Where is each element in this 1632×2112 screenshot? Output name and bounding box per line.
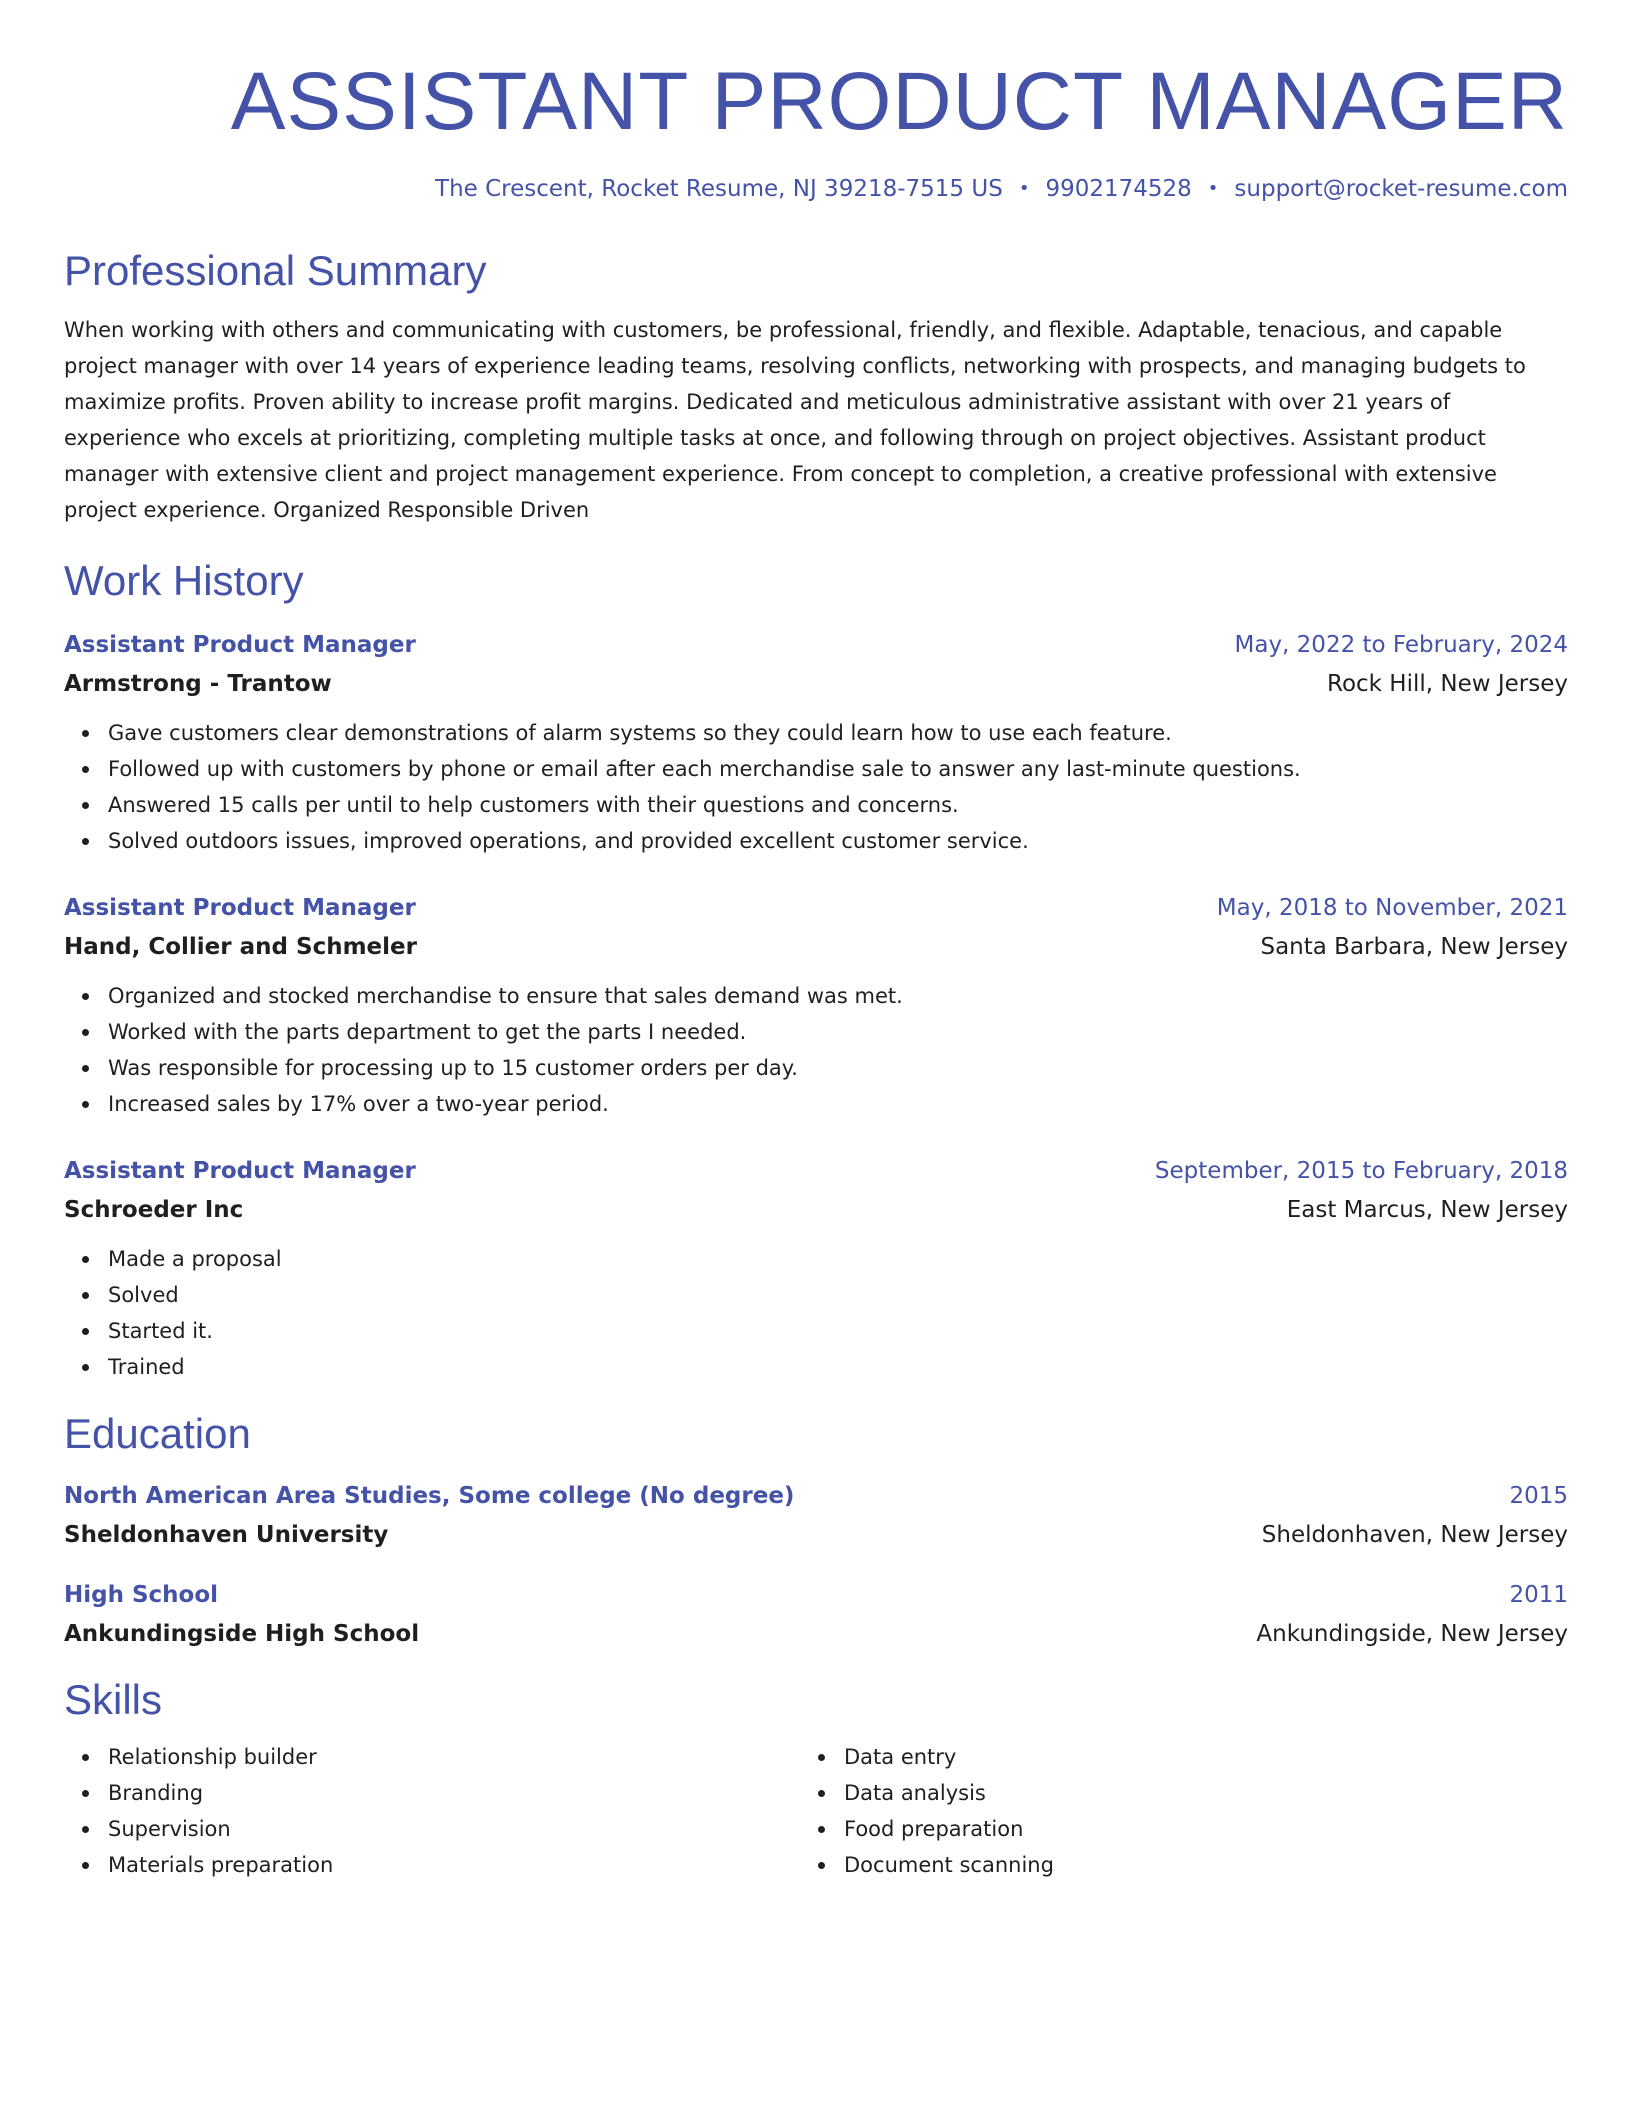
skill-item: Food preparation	[844, 1811, 1536, 1847]
job-bullets	[64, 978, 1568, 1122]
job-dates: September, 2015 to February, 2018	[1154, 1158, 1568, 1184]
job-location: Rock Hill, New Jersey	[1327, 671, 1568, 697]
resume-header	[64, 56, 1568, 204]
job-title: Assistant Product Manager	[64, 632, 416, 658]
job-bullet: Gave customers clear demonstrations of alarm systems so they could learn how to use each feature.	[108, 715, 1568, 751]
job-company: Hand, Collier and Schmeler	[64, 934, 417, 960]
job-company: Armstrong - Trantow	[64, 671, 332, 697]
contact-address: The Crescent, Rocket Resume, NJ 39218-7515 US	[435, 176, 1003, 202]
job-bullet: Started it.	[108, 1313, 1568, 1349]
education-entry	[64, 1481, 1568, 1550]
education-location: Ankundingside, New Jersey	[1256, 1621, 1568, 1647]
skill-item: Data analysis	[844, 1775, 1536, 1811]
skill-item: Relationship builder	[108, 1739, 800, 1775]
skill-item: Document scanning	[844, 1847, 1536, 1883]
summary-text: When working with others and communicating with customers, be professional, friendly, and flexible. Adaptable, tenacious, and capable project manager with over 14 years of experience leading teams, resolving conflicts, networking with prospects, and managing budgets to maximize profits. Proven ability to increase profit margins. Dedicated and meticulous administrative assistant with over 21 years of experience who excels at prioritizing, completing multiple tasks at once, and following through on project objectives. Assistant product manager with extensive client and project management experience. From concept to completion, a creative professional with extensive project experience. Organized Responsible Driven	[64, 318, 1526, 522]
skill-item: Data entry	[844, 1739, 1536, 1775]
section-title-skills: Skills	[64, 1676, 163, 1723]
skills-list-right	[800, 1739, 1536, 1883]
skill-item: Supervision	[108, 1811, 800, 1847]
contact-separator: •	[1018, 178, 1030, 199]
job-bullet: Solved	[108, 1277, 1568, 1313]
education-degree: High School	[64, 1582, 219, 1608]
job-bullets	[64, 1241, 1568, 1385]
contact-separator: •	[1207, 178, 1219, 199]
job-bullet: Trained	[108, 1349, 1568, 1385]
section-title-summary: Professional Summary	[64, 247, 487, 294]
job-bullet: Organized and stocked merchandise to ensure that sales demand was met.	[108, 978, 1568, 1014]
skills-list-left	[64, 1739, 800, 1883]
skills-section	[64, 1675, 1568, 1883]
education-year: 2015	[1509, 1483, 1568, 1509]
contact-email[interactable]: support@rocket-resume.com	[1234, 176, 1568, 202]
section-title-education: Education	[64, 1410, 251, 1457]
job-title: Assistant Product Manager	[64, 895, 416, 921]
job-bullet: Was responsible for processing up to 15 customer orders per day.	[108, 1050, 1568, 1086]
section-title-work-history: Work History	[64, 557, 304, 604]
job-bullet: Worked with the parts department to get the parts I needed.	[108, 1014, 1568, 1050]
job-title: Assistant Product Manager	[64, 1158, 416, 1184]
skills-columns	[64, 1739, 1568, 1883]
job-location: Santa Barbara, New Jersey	[1260, 934, 1568, 960]
education-school: Sheldonhaven University	[64, 1522, 389, 1548]
job-bullet: Followed up with customers by phone or email after each merchandise sale to answer any last-minute questions.	[108, 751, 1568, 787]
contact-line	[64, 174, 1568, 204]
job-location: East Marcus, New Jersey	[1286, 1197, 1568, 1223]
education-location: Sheldonhaven, New Jersey	[1261, 1522, 1568, 1548]
job-dates: May, 2018 to November, 2021	[1216, 895, 1568, 921]
job-dates: May, 2022 to February, 2024	[1234, 632, 1568, 658]
job-company: Schroeder Inc	[64, 1197, 244, 1223]
job-bullet: Made a proposal	[108, 1241, 1568, 1277]
job-bullet: Increased sales by 17% over a two-year period.	[108, 1086, 1568, 1122]
job-bullet: Answered 15 calls per until to help customers with their questions and concerns.	[108, 787, 1568, 823]
candidate-name: ASSISTANT PRODUCT MANAGER	[230, 56, 1568, 147]
work-history-section	[64, 556, 1568, 1385]
education-school: Ankundingside High School	[64, 1621, 420, 1647]
skill-item: Branding	[108, 1775, 800, 1811]
education-degree: North American Area Studies, Some college (No degree)	[64, 1483, 795, 1509]
job-entry	[64, 630, 1568, 859]
education-year: 2011	[1509, 1582, 1568, 1608]
job-bullets	[64, 715, 1568, 859]
education-section	[64, 1409, 1568, 1649]
job-entry	[64, 893, 1568, 1122]
education-entry	[64, 1580, 1568, 1649]
job-bullet: Solved outdoors issues, improved operations, and provided excellent customer service.	[108, 823, 1568, 859]
job-entry	[64, 1156, 1568, 1385]
skill-item: Materials preparation	[108, 1847, 800, 1883]
summary-section	[64, 246, 1568, 528]
contact-phone[interactable]: 9902174528	[1045, 176, 1192, 202]
